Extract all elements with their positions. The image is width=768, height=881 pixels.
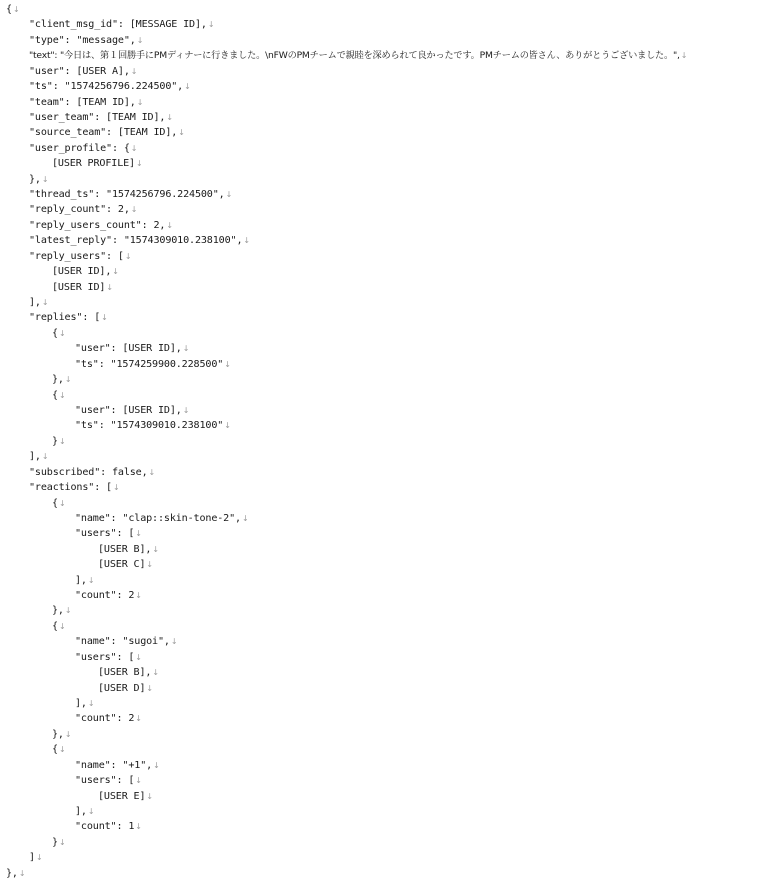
code-line: [6, 264, 766, 279]
newline-marker-icon: ↓: [184, 82, 191, 92]
code-line-text: "name": "clap::skin-tone-2",: [75, 512, 241, 524]
newline-marker-icon: ↓: [146, 560, 153, 570]
newline-marker-icon: ↓: [64, 375, 72, 385]
newline-marker-icon: ↓: [58, 498, 66, 508]
code-line: [6, 588, 766, 603]
newline-marker-icon: ↓: [166, 112, 173, 122]
code-line-text: {: [52, 327, 58, 339]
code-line: [6, 218, 766, 233]
code-line-text: "user_profile": {: [29, 142, 130, 154]
code-line: [6, 310, 766, 325]
code-line-text: "replies": [: [29, 312, 101, 324]
code-line-text: }: [52, 836, 58, 848]
code-line: [6, 110, 766, 125]
code-line-text: "name": "sugoi",: [75, 636, 170, 648]
newline-marker-icon: ↓: [101, 313, 108, 323]
code-line-text: "source_team": [TEAM ID],: [29, 127, 178, 139]
code-line: [6, 866, 766, 881]
code-line: [6, 172, 766, 187]
code-line-text: [USER B],: [98, 543, 152, 555]
code-line: [6, 542, 766, 557]
newline-marker-icon: ↓: [41, 298, 49, 308]
newline-marker-icon: ↓: [58, 328, 66, 338]
newline-marker-icon: ↓: [170, 637, 178, 647]
code-line-text: "user_team": [TEAM ID],: [29, 111, 166, 123]
code-line: [6, 187, 766, 202]
code-line: [6, 789, 766, 804]
code-line: [6, 434, 766, 449]
code-line-text: "ts": "1574259900.228500": [75, 358, 224, 370]
code-line: [6, 850, 766, 865]
code-line: [6, 280, 766, 295]
newline-marker-icon: ↓: [41, 452, 49, 462]
code-line: [6, 819, 766, 834]
newline-marker-icon: ↓: [58, 745, 66, 755]
newline-marker-icon: ↓: [87, 698, 95, 708]
code-line-text: [USER PROFILE]: [52, 158, 135, 170]
code-line-text: "reply_count": 2,: [29, 204, 130, 216]
code-line: [6, 650, 766, 665]
newline-marker-icon: ↓: [207, 20, 215, 30]
code-line: [6, 233, 766, 248]
code-line: [6, 465, 766, 480]
code-line-text: ],: [75, 574, 87, 586]
code-line: [6, 804, 766, 819]
newline-marker-icon: ↓: [58, 837, 66, 847]
code-line: [6, 326, 766, 341]
code-line-text: [USER D]: [98, 682, 146, 694]
newline-marker-icon: ↓: [135, 159, 143, 169]
newline-marker-icon: ↓: [146, 791, 153, 801]
code-line-text: {: [52, 497, 58, 509]
newline-marker-icon: ↓: [182, 344, 190, 354]
code-line-text: "users": [: [75, 528, 135, 540]
code-line-text: "users": [: [75, 775, 135, 787]
code-line-text: "type": "message",: [29, 34, 136, 46]
code-line: [6, 742, 766, 757]
code-line-text: "client_msg_id": [MESSAGE ID],: [29, 19, 207, 31]
newline-marker-icon: ↓: [18, 868, 26, 878]
code-line-text: [USER ID],: [52, 266, 112, 278]
code-line: [6, 665, 766, 680]
newline-marker-icon: ↓: [135, 652, 142, 662]
newline-marker-icon: ↓: [243, 236, 250, 246]
code-line: [6, 17, 766, 32]
code-line: [6, 156, 766, 171]
code-line: [6, 125, 766, 140]
newline-marker-icon: ↓: [35, 853, 43, 863]
code-line: [6, 603, 766, 618]
code-line-text: [USER E]: [98, 790, 146, 802]
code-line-text: "reply_users_count": 2,: [29, 219, 166, 231]
newline-marker-icon: ↓: [130, 66, 138, 76]
newline-marker-icon: ↓: [130, 205, 138, 215]
newline-marker-icon: ↓: [224, 421, 231, 431]
newline-marker-icon: ↓: [680, 51, 688, 61]
newline-marker-icon: ↓: [148, 467, 156, 477]
newline-marker-icon: ↓: [106, 282, 113, 292]
code-line-text: {: [52, 389, 58, 401]
newline-marker-icon: ↓: [12, 5, 20, 14]
code-line: [6, 511, 766, 526]
code-line: [6, 249, 766, 264]
newline-marker-icon: ↓: [58, 436, 66, 446]
code-line-text: {: [52, 744, 58, 756]
code-line-text: "count": 1: [75, 821, 135, 833]
code-line-text: [USER C]: [98, 559, 146, 571]
code-line: [6, 388, 766, 403]
code-line-text: "thread_ts": "1574256796.224500",: [29, 189, 225, 201]
code-line-text: "user": [USER ID],: [75, 343, 182, 355]
code-line: [6, 418, 766, 433]
code-line: [6, 341, 766, 356]
code-line-text: [USER ID]: [52, 281, 106, 293]
newline-marker-icon: ↓: [64, 729, 72, 739]
newline-marker-icon: ↓: [135, 591, 142, 601]
code-line: [6, 202, 766, 217]
json-document: [6, 2, 766, 881]
newline-marker-icon: ↓: [87, 806, 95, 816]
code-line-text: "ts": "1574309010.238100": [75, 420, 224, 432]
code-line-text: },: [29, 173, 41, 185]
code-line: [6, 357, 766, 372]
newline-marker-icon: ↓: [146, 683, 153, 693]
code-line: [6, 449, 766, 464]
newline-marker-icon: ↓: [124, 251, 132, 261]
code-line-text: "user": [USER A],: [29, 65, 130, 77]
code-line-text: "latest_reply": "1574309010.238100",: [29, 235, 243, 247]
code-line-text: },: [52, 374, 64, 386]
code-line: [6, 835, 766, 850]
code-line: [6, 758, 766, 773]
code-line-text: "reply_users": [: [29, 250, 124, 262]
newline-marker-icon: ↓: [136, 35, 144, 45]
newline-marker-icon: ↓: [130, 143, 138, 153]
code-line: [6, 48, 766, 63]
code-line: [6, 403, 766, 418]
code-line-text: "count": 2: [75, 713, 135, 725]
code-line: [6, 295, 766, 310]
newline-marker-icon: ↓: [178, 128, 185, 138]
newline-marker-icon: ↓: [112, 267, 119, 277]
code-line: [6, 696, 766, 711]
newline-marker-icon: ↓: [224, 359, 231, 369]
code-line-text: [USER B],: [98, 667, 152, 679]
code-line-text: "team": [TEAM ID],: [29, 96, 136, 108]
newline-marker-icon: ↓: [152, 668, 159, 678]
code-line: [6, 480, 766, 495]
newline-marker-icon: ↓: [58, 390, 66, 400]
newline-marker-icon: ↓: [241, 513, 249, 523]
newline-marker-icon: ↓: [112, 483, 120, 493]
code-line: [6, 526, 766, 541]
code-line: [6, 573, 766, 588]
code-line: [6, 2, 766, 17]
newline-marker-icon: ↓: [182, 405, 190, 415]
code-line-text: ],: [75, 697, 87, 709]
code-line-text: "ts": "1574256796.224500",: [29, 81, 184, 93]
newline-marker-icon: ↓: [166, 220, 173, 230]
code-line-text: ],: [29, 451, 41, 463]
newline-marker-icon: ↓: [135, 714, 142, 724]
code-line: [6, 727, 766, 742]
newline-marker-icon: ↓: [135, 529, 142, 539]
code-line: [6, 95, 766, 110]
code-line: [6, 33, 766, 48]
newline-marker-icon: ↓: [136, 97, 144, 107]
code-line-text: "subscribed": false,: [29, 466, 148, 478]
newline-marker-icon: ↓: [64, 606, 72, 616]
code-line: [6, 372, 766, 387]
code-line: [6, 64, 766, 79]
code-line: [6, 773, 766, 788]
code-line-text: "reactions": [: [29, 482, 112, 494]
code-line-text: "name": "+1",: [75, 759, 153, 771]
newline-marker-icon: ↓: [135, 822, 142, 832]
code-line-text: "text": "今日は、第１回勝手にPMディナーに行きました。\nFWのPMチームで親睦を深められて良かったです。PMチームの皆さん、ありがとうございました。",: [29, 50, 680, 62]
code-line: [6, 711, 766, 726]
code-line: [6, 141, 766, 156]
newline-marker-icon: ↓: [58, 621, 66, 631]
code-line-text: {: [52, 620, 58, 632]
code-line: [6, 681, 766, 696]
code-line-text: ]: [29, 852, 35, 864]
code-line-text: "user": [USER ID],: [75, 404, 182, 416]
code-line-text: },: [52, 728, 64, 740]
code-line-text: {: [6, 4, 12, 15]
code-line: [6, 634, 766, 649]
code-line-text: ],: [29, 297, 41, 309]
code-line-text: },: [52, 605, 64, 617]
newline-marker-icon: ↓: [135, 776, 142, 786]
code-line: [6, 79, 766, 94]
code-line-text: "count": 2: [75, 590, 135, 602]
code-line-text: }: [52, 435, 58, 447]
newline-marker-icon: ↓: [153, 760, 160, 770]
code-line-text: ],: [75, 805, 87, 817]
code-line-text: },: [6, 867, 18, 879]
newline-marker-icon: ↓: [225, 190, 233, 200]
code-line: [6, 619, 766, 634]
code-line: [6, 557, 766, 572]
code-line: [6, 496, 766, 511]
code-line-text: "users": [: [75, 651, 135, 663]
newline-marker-icon: ↓: [152, 544, 159, 554]
newline-marker-icon: ↓: [41, 174, 49, 184]
newline-marker-icon: ↓: [87, 575, 95, 585]
